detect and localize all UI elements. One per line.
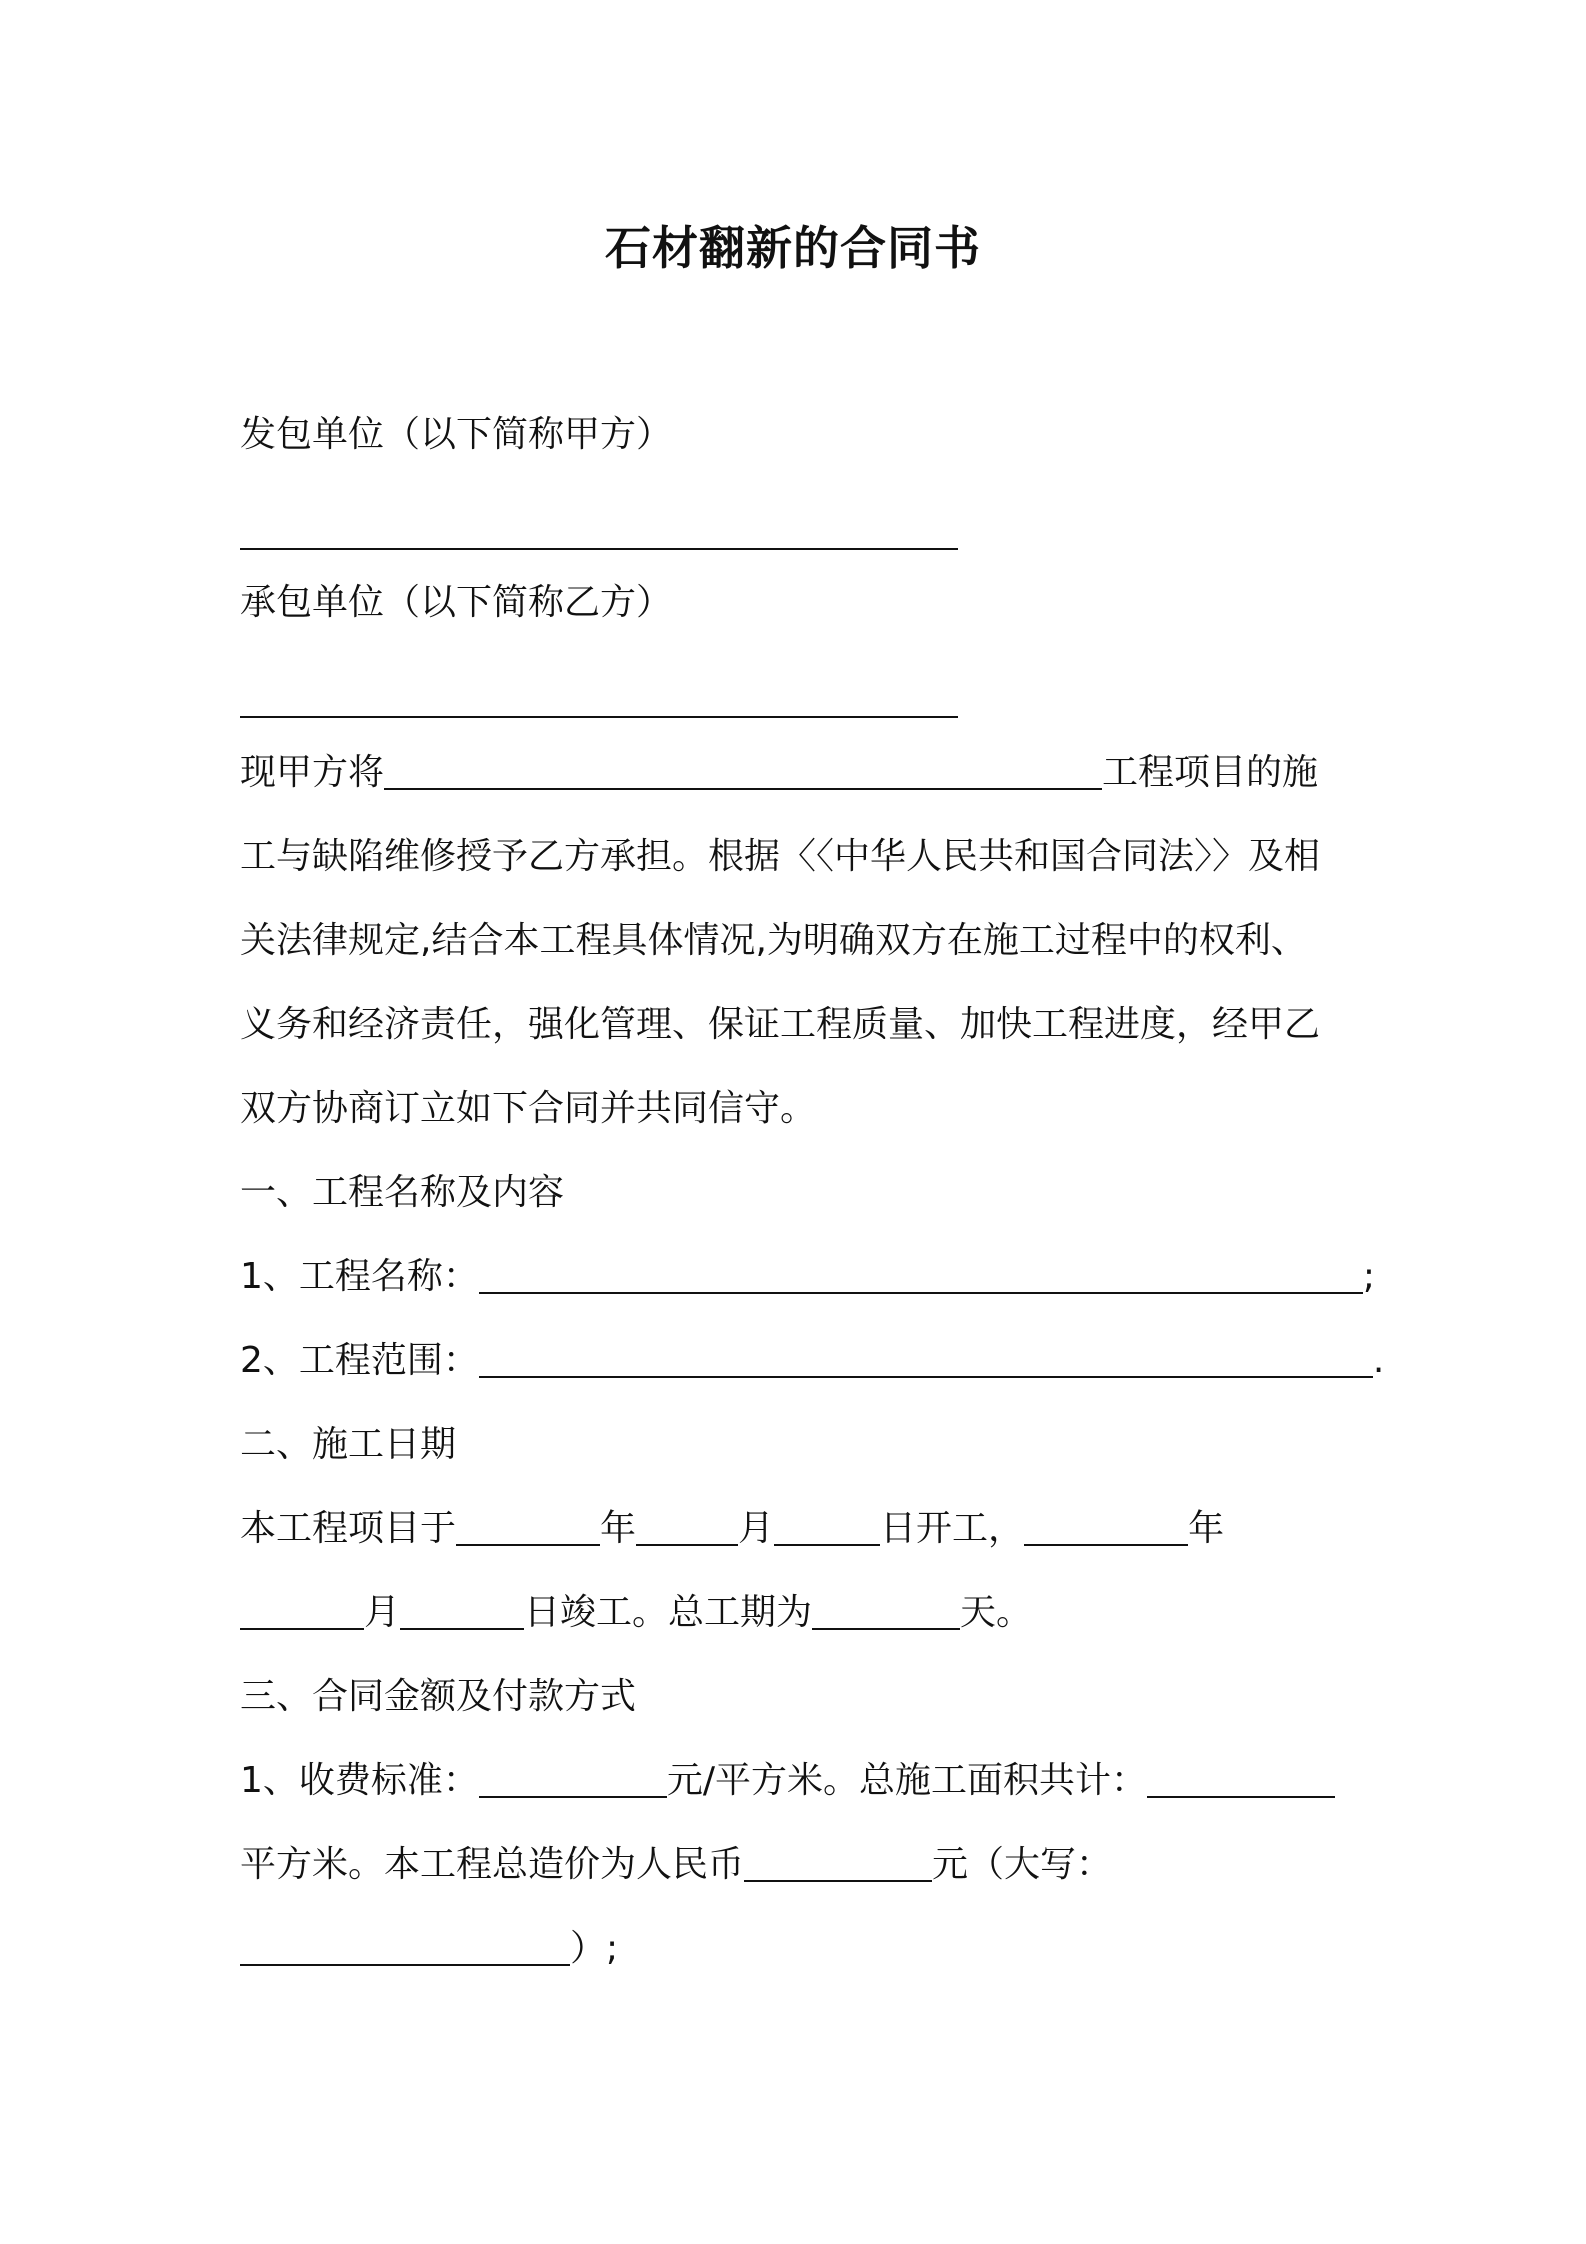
- intro-line-3: 关法律规定,结合本工程具体情况,为明确双方在施工过程中的权利、: [240, 920, 1307, 961]
- total-area-field[interactable]: [1147, 1760, 1335, 1798]
- project-scope-field[interactable]: [479, 1340, 1373, 1378]
- intro-prefix: 现甲方将: [240, 752, 385, 793]
- intro-line-2: 工与缺陷维修授予乙方承担。根据〈〈中华人民共和国合同法〉〉及相: [240, 836, 1321, 877]
- party-a-label: 发包单位（以下简称甲方）: [240, 414, 673, 455]
- intro-suffix: 工程项目的施: [1102, 752, 1319, 793]
- start-month-field[interactable]: [636, 1508, 738, 1546]
- section-1-heading: 一、工程名称及内容: [240, 1172, 565, 1213]
- item-1-punctuation: ;: [1362, 1256, 1376, 1297]
- document-title: 石材翻新的合同书: [605, 221, 981, 275]
- total-price-capital-label: 元（大写：: [932, 1844, 1113, 1885]
- start-year-field[interactable]: [456, 1508, 600, 1546]
- end-year-field[interactable]: [1024, 1508, 1188, 1546]
- project-scope-label: 2、工程范围：: [240, 1340, 479, 1381]
- total-days-label: 天。: [960, 1592, 1033, 1633]
- section-3-item-1: [240, 1756, 1335, 1806]
- fee-standard-label: 1、收费标准：: [240, 1760, 479, 1801]
- section-3-line-2: [240, 1840, 1112, 1890]
- start-day-field[interactable]: [774, 1508, 880, 1546]
- end-year-label: 年: [1188, 1508, 1225, 1549]
- total-price-label: 平方米。本工程总造价为人民币: [240, 1844, 745, 1885]
- total-price-field[interactable]: [744, 1844, 932, 1882]
- party-b-blank[interactable]: [240, 716, 958, 718]
- total-area-label: 元/平方米。总施工面积共计：: [666, 1760, 1148, 1801]
- section-3-heading: 三、合同金额及付款方式: [240, 1676, 637, 1717]
- intro-line-5: 双方协商订立如下合同并共同信守。: [240, 1088, 817, 1129]
- section-2-line-1: [240, 1504, 1224, 1554]
- start-date-prefix: 本工程项目于: [240, 1508, 457, 1549]
- section-3-line-3: [240, 1924, 618, 1974]
- total-days-field[interactable]: [812, 1592, 960, 1630]
- project-name-blank[interactable]: [384, 752, 1102, 790]
- intro-line-4: 义务和经济责任，强化管理、保证工程质量、加快工程进度，经甲乙: [240, 1004, 1321, 1045]
- project-name-label: 1、工程名称：: [240, 1256, 479, 1297]
- start-day-label: 日开工，: [880, 1508, 1025, 1549]
- section-2-line-2: [240, 1588, 1032, 1638]
- end-month-field[interactable]: [240, 1592, 364, 1630]
- end-day-label: 日竣工。总工期为: [524, 1592, 813, 1633]
- party-b-label: 承包单位（以下简称乙方）: [240, 582, 673, 623]
- capital-closing: ）;: [570, 1928, 619, 1969]
- start-year-label: 年: [600, 1508, 637, 1549]
- total-price-capital-field[interactable]: [240, 1928, 570, 1966]
- section-1-item-1: [240, 1252, 1375, 1302]
- start-month-label: 月: [738, 1508, 775, 1549]
- fee-standard-field[interactable]: [479, 1760, 667, 1798]
- party-a-blank[interactable]: [240, 548, 958, 550]
- project-name-field[interactable]: [479, 1256, 1363, 1294]
- intro-line-1: [240, 748, 1318, 798]
- section-1-item-2: [240, 1336, 1384, 1386]
- end-month-label: 月: [364, 1592, 401, 1633]
- item-2-punctuation: .: [1372, 1340, 1385, 1381]
- end-day-field[interactable]: [400, 1592, 524, 1630]
- section-2-heading: 二、施工日期: [240, 1424, 457, 1465]
